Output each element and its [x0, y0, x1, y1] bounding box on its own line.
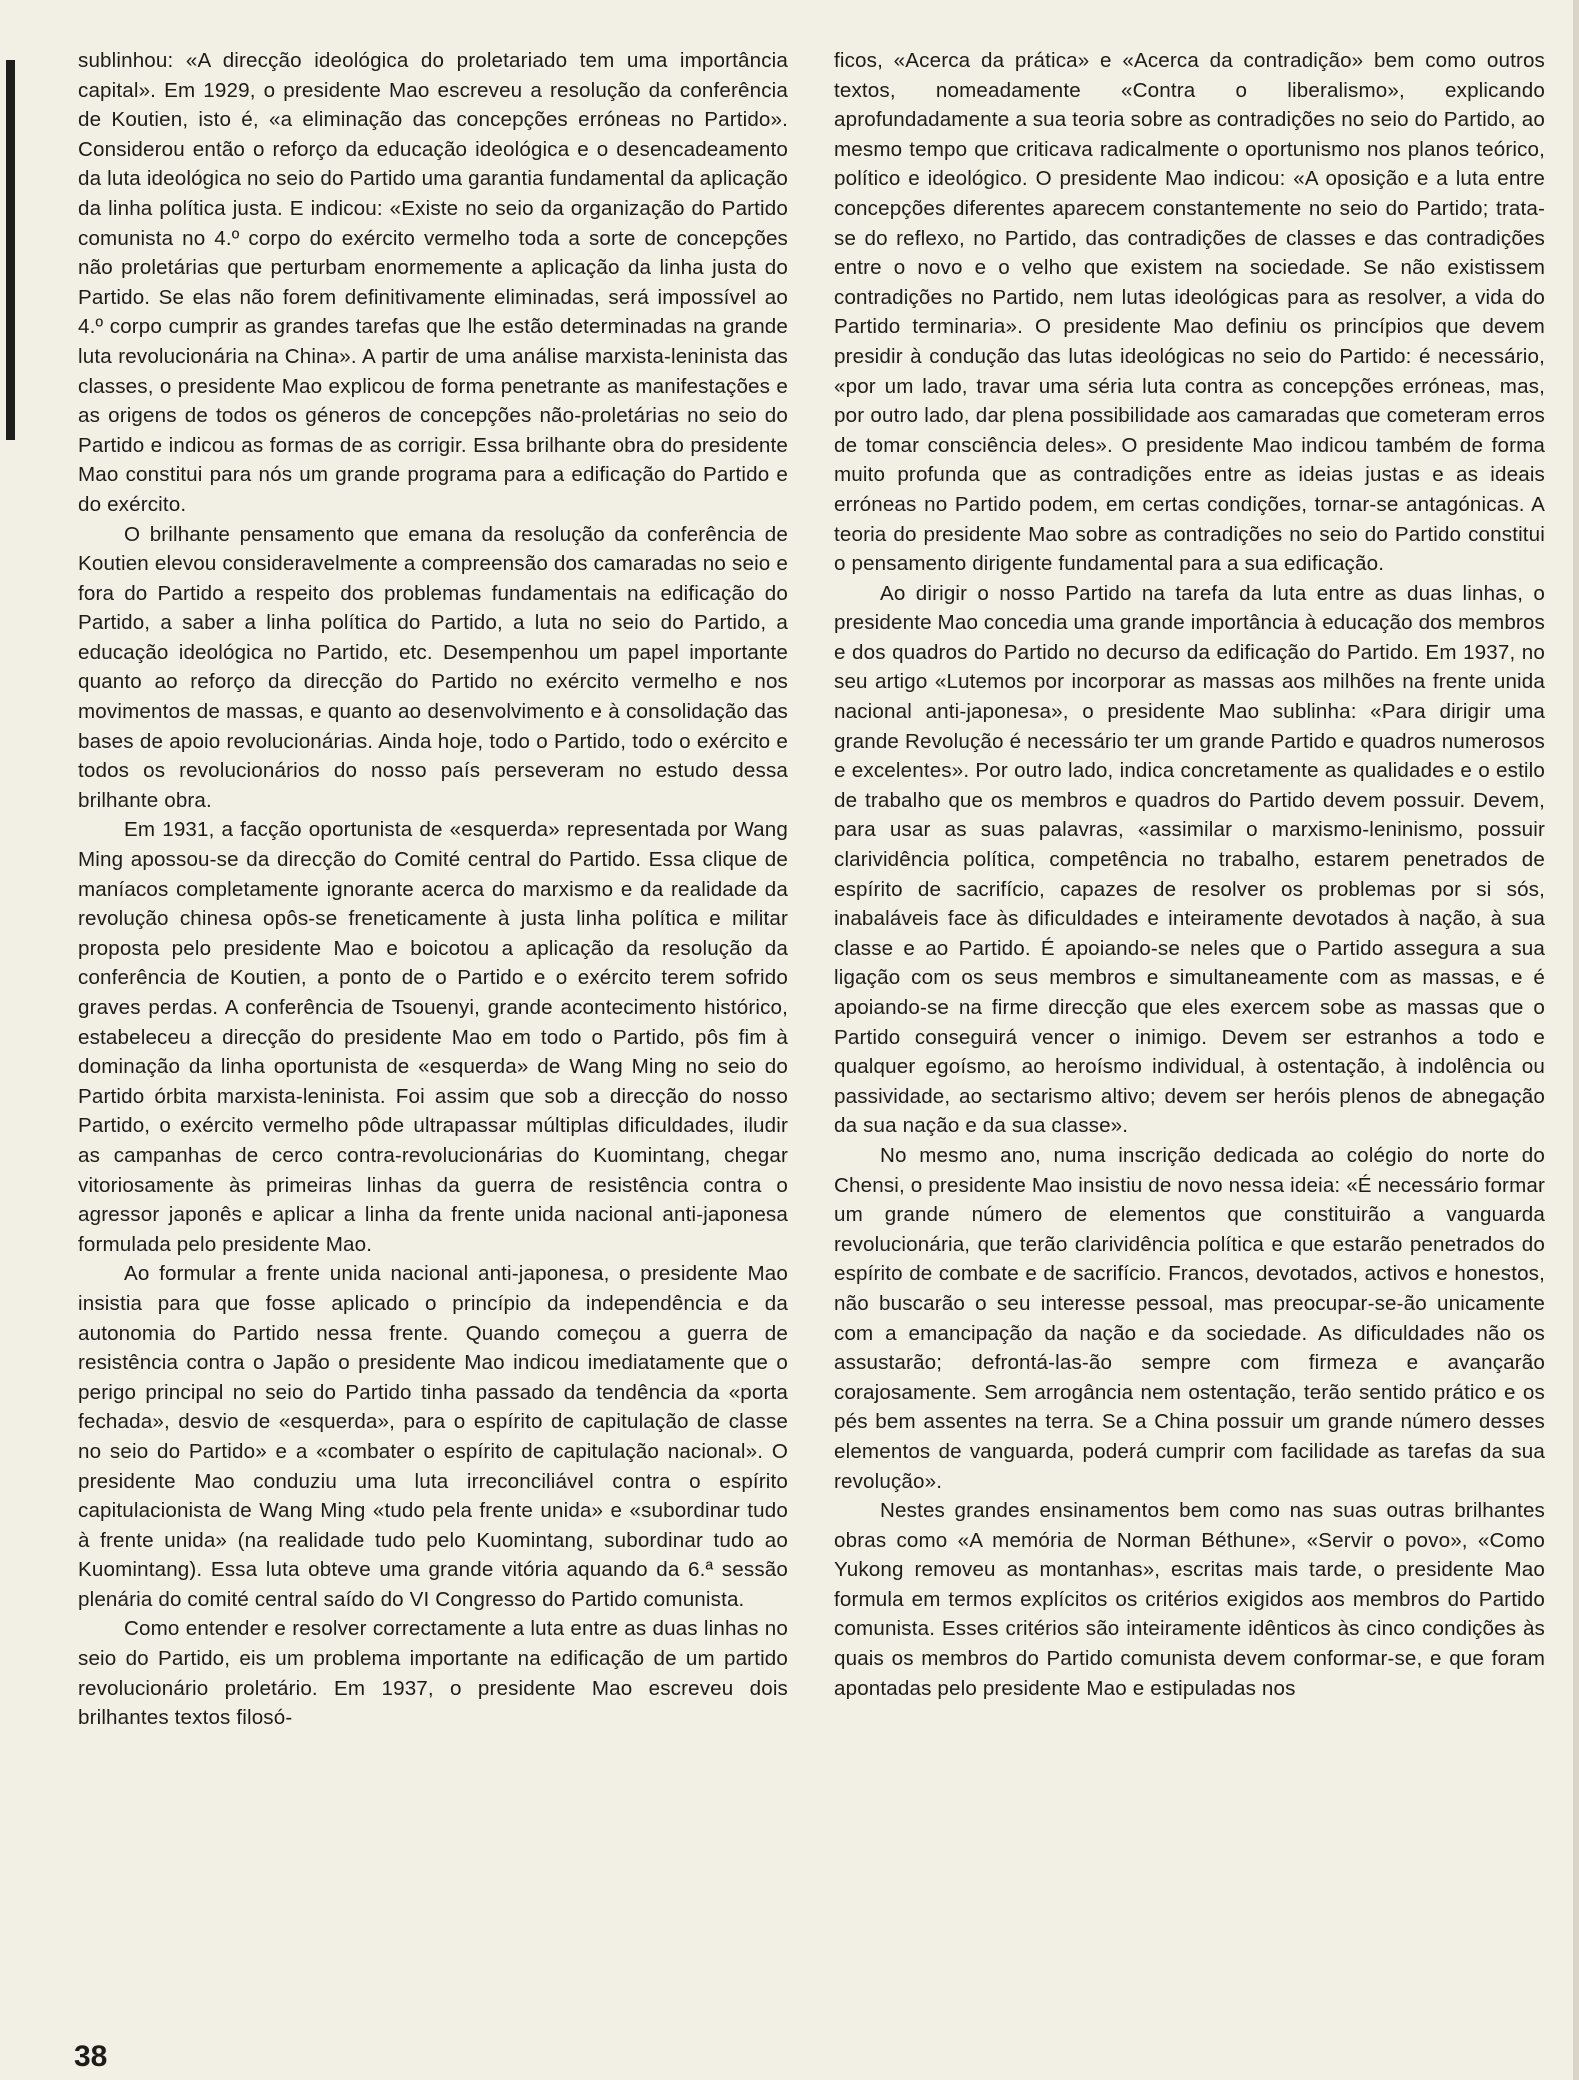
paragraph-4: Ao formular a frente unida nacional anti-japonesa, o presidente Mao insistia para que fosse aplicado o princípio da independência e da autonomia do Partido nessa frente. Quando começou a guerra de resistência contra o Japão o presidente Mao indicou imediatamente que o perigo principal no seio do Partido tinha passado da tendência da «porta fechada», desvio de «esquerda», para o espírito de capitulação de classe no seio do Partido» e a «combater o espírito de capitulação nacional». O presidente Mao conduziu uma luta irreconciliável contra o espírito capitulacionista de Wang Ming «tudo pela frente unida» e «subordinar tudo à frente unida» (na realidade tudo pelo Kuomintang, subordinar tudo ao Kuomintang). Essa luta obteve uma grande vitória aquando da 6.ª sessão plenária do comité central saído do VI Congresso do Partido comunista.	[78, 1262, 788, 1611]
paragraph-1: sublinhou: «A direcção ideológica do proletariado tem uma importância capital». Em 1929, o presidente Mao escreveu a resolução da conferência de Koutien, isto é, «a eliminação das concepções erróneas no Partido». Considerou então o reforço da educação ideológica e o desencadeamento da luta ideológica no seio do Partido uma garantia fundamental da aplicação da linha política justa. E indicou: «Existe no seio da organização do Partido comunista no 4.º corpo do exército vermelho toda a sorte de concepções não proletárias que perturbam enormemente a aplicação da linha justa do Partido. Se elas não forem definitivamente eliminadas, será impossível ao 4.º corpo cumprir as grandes tarefas que lhe estão determinadas na grande luta revolucionária na China». A partir de uma análise marxista-leninista das classes, o presidente Mao explicou de forma penetrante as manifestações e as origens de todos os géneros de concepções não-proletárias no seio do Partido e indicou as formas de as corrigir. Essa brilhante obra do presidente Mao constitui para nós um grande programa para a edificação do Partido e do exército.	[78, 49, 788, 516]
left-text-column	[78, 46, 788, 1733]
right-text-column	[834, 46, 1545, 1703]
paragraph-3: Em 1931, a facção oportunista de «esquerda» representada por Wang Ming apossou-se da direcção do Comité central do Partido. Essa clique de maníacos completamente ignorante acerca do marxismo e da realidade da revolução chinesa opôs-se freneticamente à justa linha política e militar proposta pelo presidente Mao e boicotou a aplicação da resolução da conferência de Koutien, a ponto de o Partido e o exército terem sofrido graves perdas. A conferência de Tsouenyi, grande acontecimento histórico, estabeleceu a direcção do presidente Mao em todo o Partido, pôs fim à dominação da linha oportunista de «esquerda» de Wang Ming no seio do Partido órbita marxista-leninista. Foi assim que sob a direcção do nosso Partido, o exército vermelho pôde ultrapassar múltiplas dificuldades, iludir as campanhas de cerco contra-revolucionárias do Kuomintang, chegar vitoriosamente às primeiras linhas da guerra de resistência contra o agressor japonês e aplicar a linha da frente unida nacional anti-japonesa formulada pelo presidente Mao.	[78, 818, 788, 1256]
paragraph-7: Ao dirigir o nosso Partido na tarefa da luta entre as duas linhas, o presidente Mao concedia uma grande importância à educação dos membros e dos quadros do Partido no decurso da edificação do Partido. Em 1937, no seu artigo «Lutemos por incorporar as massas aos milhões na frente unida nacional anti-japonesa», o presidente Mao sublinha: «Para dirigir uma grande Revolução é necessário ter um grande Partido e quadros numerosos e excelentes». Por outro lado, indica concretamente as qualidades e o estilo de trabalho que os membros e quadros do Partido devem possuir. Devem, para usar as suas palavras, «assimilar o marxismo-leninismo, possuir clarividência política, competência no trabalho, estarem penetrados de espírito de sacrifício, capazes de resolver os problemas por si sós, inabaláveis face às dificuldades e inteiramente devotados à nação, à sua classe e ao Partido. É apoiando-se neles que o Partido assegura a sua ligação com os seus membros e simultaneamente com as massas, e é apoiando-se na firme direcção que eles exercem sobe as massas que o Partido conseguirá vencer o inimigo. Devem ser estranhos a todo e qualquer egoísmo, ao heroísmo individual, à ostentação, à indolência ou passividade, ao sectarismo altivo; devem ser heróis plenos de abnegação da sua nação e da sua classe».	[834, 581, 1545, 1138]
page-number: 38	[74, 2040, 108, 2073]
paragraph-9: Nestes grandes ensinamentos bem como nas suas outras brilhantes obras como «A memória de Norman Béthune», «Servir o povo», «Como Yukong removeu as montanhas», escritas mais tarde, o presidente Mao formula em termos explícitos os critérios exigidos aos membros do Partido comunista. Esses critérios são inteiramente idênticos às cinco condições às quais os membros do Partido comunista devem conformar-se, e que foram apontadas pelo presidente Mao e estipuladas nos	[834, 1499, 1545, 1700]
page-edge	[1573, 0, 1579, 2080]
paragraph-2: O brilhante pensamento que emana da resolução da conferência de Koutien elevou consideravelmente a compreensão dos camaradas no seio e fora do Partido a respeito dos problemas fundamentais na edificação do Partido, a saber a linha política do Partido, a luta no seio do Partido, a educação ideológica no Partido, etc. Desempenhou um papel importante quanto ao reforço da direcção do Partido no exército vermelho e nos movimentos de massas, e quanto ao desenvolvimento e à consolidação das bases de apoio revolucionárias. Ainda hoje, todo o Partido, todo o exército e todos os revolucionários do nosso país perseveram no estudo dessa brilhante obra.	[78, 522, 788, 812]
paragraph-8: No mesmo ano, numa inscrição dedicada ao colégio do norte do Chensi, o presidente Mao insistiu de novo nessa ideia: «É necessário formar um grande número de elementos que constituirão a vanguarda revolucionária, que terão clarividência política e que estarão penetrados do espírito de combate e de sacrifício. Francos, devotados, activos e honestos, não buscarão o seu interesse pessoal, mas preocupar-se-ão unicamente com a emancipação da nação e da sociedade. As dificuldades não os assustarão; defrontá-las-ão sempre com firmeza e avançarão corajosamente. Sem arrogância nem ostentação, terão sentido prático e os pés bem assentes na terra. Se a China possuir um grande número desses elementos de vanguarda, poderá cumprir com facilidade as tarefas da sua revolução».	[834, 1143, 1545, 1493]
binding-edge-mark	[6, 60, 15, 440]
paragraph-6: ficos, «Acerca da prática» e «Acerca da contradição» bem como outros textos, nomeadamente «Contra o liberalismo», explicando aprofundadamente a sua teoria sobre as contradições no seio do Partido, ao mesmo tempo que criticava radicalmente o oportunismo nos planos teórico, político e ideológico. O presidente Mao indicou: «A oposição e a luta entre concepções diferentes aparecem constantemente no seio do Partido; trata-se do reflexo, no Partido, das contradições de classes e das contradições entre o novo e o velho que existem na sociedade. Se não existissem contradições no Partido, nem lutas ideológicas para as resolver, a vida do Partido terminaria». O presidente Mao definiu os princípios que devem presidir à condução das lutas ideológicas no seio do Partido: é necessário, «por um lado, travar uma séria luta contra as concepções erróneas, mas, por outro lado, dar plena possibilidade aos camaradas que cometeram erros de tomar consciência deles». O presidente Mao indicou também de forma muito profunda que as contradições entre as ideias justas e as ideais erróneas no Partido podem, em certas condições, tornar-se antagónicas. A teoria do presidente Mao sobre as contradições no seio do Partido constitui o pensamento dirigente fundamental para a sua edificação.	[834, 49, 1545, 576]
paragraph-5: Como entender e resolver correctamente a luta entre as duas linhas no seio do Partido, eis um problema importante na edificação de um partido revolucionário proletário. Em 1937, o presidente Mao escreveu dois brilhantes textos filosó-	[78, 1617, 788, 1730]
